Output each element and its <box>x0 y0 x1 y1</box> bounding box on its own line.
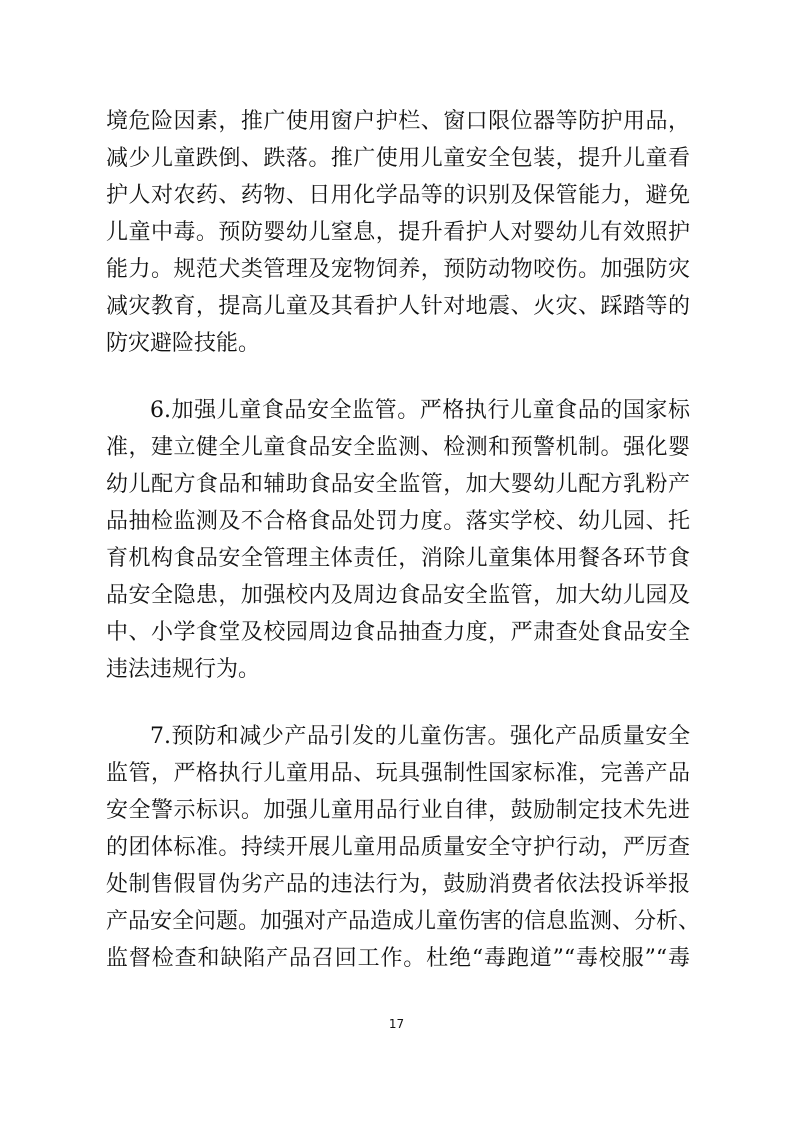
text-line: 监督检查和缺陷产品召回工作。杜绝“毒跑道”“毒校服”“毒 <box>106 946 690 971</box>
text-line: 能力。规范犬类管理及宠物饲养，预防动物咬伤。加强防灾 <box>106 257 690 282</box>
text-line: 安全警示标识。加强儿童用品行业自律，鼓励制定技术先进 <box>106 798 690 823</box>
text-line: 防灾避险技能。 <box>106 331 261 356</box>
text-line: 品抽检监测及不合格食品处罚力度。落实学校、幼儿园、托 <box>106 509 690 534</box>
text-line: 减灾教育，提高儿童及其看护人针对地震、火灾、踩踏等的 <box>106 294 690 319</box>
text-line: 准，建立健全儿童食品安全监测、检测和预警机制。强化婴 <box>106 435 690 460</box>
text-line: 幼儿配方食品和辅助食品安全监管，加大婴幼儿配方乳粉产 <box>106 472 690 497</box>
text-line: 产品安全问题。加强对产品造成儿童伤害的信息监测、分析、 <box>106 909 701 934</box>
text-line: 境危险因素，推广使用窗户护栏、窗口限位器等防护用品， <box>106 109 690 134</box>
text-line: 监管，严格执行儿童用品、玩具强制性国家标准，完善产品 <box>106 761 690 786</box>
text-line: 品安全隐患，加强校内及周边食品安全监管，加大幼儿园及 <box>106 583 690 608</box>
text-line: 的团体标准。持续开展儿童用品质量安全守护行动，严厉查 <box>106 835 690 860</box>
text-line: 违法违规行为。 <box>106 657 261 682</box>
text-line: 减少儿童跌倒、跌落。推广使用儿童安全包装，提升儿童看 <box>106 146 690 171</box>
section-heading-line: 6.加强儿童食品安全监管。严格执行儿童食品的国家标 <box>150 398 690 423</box>
text-line: 处制售假冒伪劣产品的违法行为，鼓励消费者依法投诉举报 <box>106 872 690 897</box>
text-line: 中、小学食堂及校园周边食品抽查力度，严肃查处食品安全 <box>106 620 690 645</box>
text-line: 育机构食品安全管理主体责任，消除儿童集体用餐各环节食 <box>106 546 690 571</box>
section-heading-line: 7.预防和减少产品引发的儿童伤害。强化产品质量安全 <box>150 724 690 749</box>
page-number: 17 <box>388 1017 405 1031</box>
text-line: 儿童中毒。预防婴幼儿窒息，提升看护人对婴幼儿有效照护 <box>106 220 690 245</box>
text-line: 护人对农药、药物、日用化学品等的识别及保管能力，避免 <box>106 183 690 208</box>
